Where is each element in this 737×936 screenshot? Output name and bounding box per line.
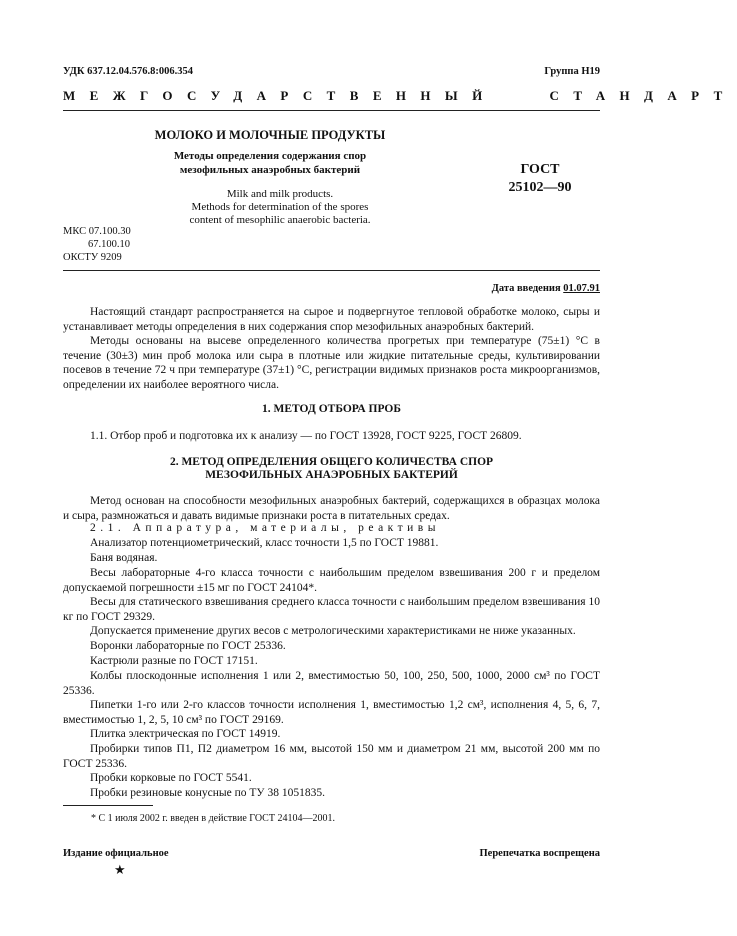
equipment-item: Плитка электрическая по ГОСТ 14919. [90, 728, 281, 740]
equipment-item: Пробки резиновые конусные по ТУ 38 1051835. [90, 787, 325, 799]
section-2-heading-line2: МЕЗОФИЛЬНЫХ АНАЭРОБНЫХ БАКТЕРИЙ [205, 469, 458, 481]
title-en-line2: Methods for determination of the spores [191, 201, 369, 213]
title-ru-line1: Методы определения содержания спор [173, 150, 367, 162]
equipment-item: Баня водяная. [90, 552, 158, 564]
section-1-heading: 1. МЕТОД ОТБОРА ПРОБ [262, 403, 401, 415]
equipment-item: Допускается применение других весов с метрологическими характеристиками не ниже указанных. [90, 625, 576, 637]
equipment-item: Кастрюли разные по ГОСТ 17151. [90, 655, 258, 667]
equipment-item: Анализатор потенциометрический, класс точности 1,5 по ГОСТ 19881. [90, 537, 439, 549]
introduction-date-value: 01.07.91 [563, 283, 600, 294]
group-code: Группа Н19 [544, 66, 600, 77]
section-2-1-subheading: 2.1. Аппаратура, материалы, реактивы [90, 522, 440, 534]
title-en-line1: Milk and milk products. [226, 188, 334, 200]
introduction-date [492, 283, 600, 294]
equipment-item: Весы лабораторные 4-го класса точности с наибольшим пределом взвешивания 200 г и пределом допускаемой погрешности ±15 мг по ГОСТ 24104*. [63, 567, 600, 594]
section-2-heading-line1: 2. МЕТОД ОПРЕДЕЛЕНИЯ ОБЩЕГО КОЛИЧЕСТВА СПОР [169, 456, 494, 468]
equipment-item: Пробирки типов П1, П2 диаметром 16 мм, высотой 150 мм и диаметром 21 мм, высотой 200 мм по ГОСТ 25336. [63, 743, 600, 770]
equipment-item: Воронки лабораторные по ГОСТ 25336. [90, 640, 286, 652]
title-divider [63, 270, 600, 271]
equipment-item: Весы для статического взвешивания среднего класса точности с наибольшим пределом взвешивания 10 кг по ГОСТ 29329. [63, 596, 600, 623]
udk-code: УДК 637.12.04.576.8:006.354 [63, 66, 193, 77]
equipment-item: Колбы плоскодонные исполнения 1 или 2, вместимостью 50, 100, 250, 500, 1000, 2000 см³ по ГОСТ 25336. [63, 670, 600, 697]
gost-label: ГОСТ [520, 162, 560, 177]
mks-code-2: 67.100.10 [88, 239, 130, 250]
section-2-intro: Метод основан на способности мезофильных анаэробных бактерий, содержащихся в образцах молока и сыра, размножаться и давать видимые признаки роста в питательных средах. [63, 495, 600, 522]
equipment-item: Пипетки 1-го или 2-го классов точности исполнения 1, вместимостью 1,2 см³, исполнения 4, 5, 6, 7, вместимостью 1, 2, 5, 10 см³ по ГОСТ 29169. [63, 699, 600, 726]
title-ru-line2: мезофильных анаэробных бактерий [179, 164, 361, 176]
official-edition-label: Издание официальное [63, 848, 169, 859]
gost-number: 25102—90 [508, 180, 572, 195]
title-en-line3: content of mesophilic anaerobic bacteria. [189, 214, 371, 226]
introduction-date-label: Дата введения [491, 283, 561, 294]
star-icon: ★ [114, 862, 126, 877]
section-1-text: 1.1. Отбор проб и подготовка их к анализу — по ГОСТ 13928, ГОСТ 9225, ГОСТ 26809. [90, 430, 522, 442]
method-basis-paragraph: Методы основаны на высеве определенного количества прогретых при температуре (75±1) °С в течение (30±3) мин проб молока или сыра в плотные или жидкие питательные среды, культивировании посевов в течение 72 ч при температуре (37±1) °С, регистрации видимых признаков роста микроорганизмов, определении их наиболее вероятного числа. [63, 335, 600, 391]
header-divider [63, 110, 600, 111]
reprint-prohibited-label: Перепечатка воспрещена [479, 848, 600, 859]
footnote-divider [63, 805, 153, 806]
scope-paragraph: Настоящий стандарт распространяется на сырое и подвергнутое тепловой обработке молоко, сыры и устанавливает методы определения в них содержания спор мезофильных анаэробных бактерий. [63, 306, 600, 333]
document-title: МОЛОКО И МОЛОЧНЫЕ ПРОДУКТЫ [154, 128, 386, 142]
standard-banner: МЕЖГОСУДАРСТВЕННЫЙ СТАНДАРТ [63, 88, 737, 103]
mks-code-1: МКС 07.100.30 [63, 226, 131, 237]
equipment-item: Пробки корковые по ГОСТ 5541. [90, 772, 252, 784]
okstu-code: ОКСТУ 9209 [63, 252, 122, 263]
footnote: * С 1 июля 2002 г. введен в действие ГОСТ 24104—2001. [91, 813, 335, 824]
